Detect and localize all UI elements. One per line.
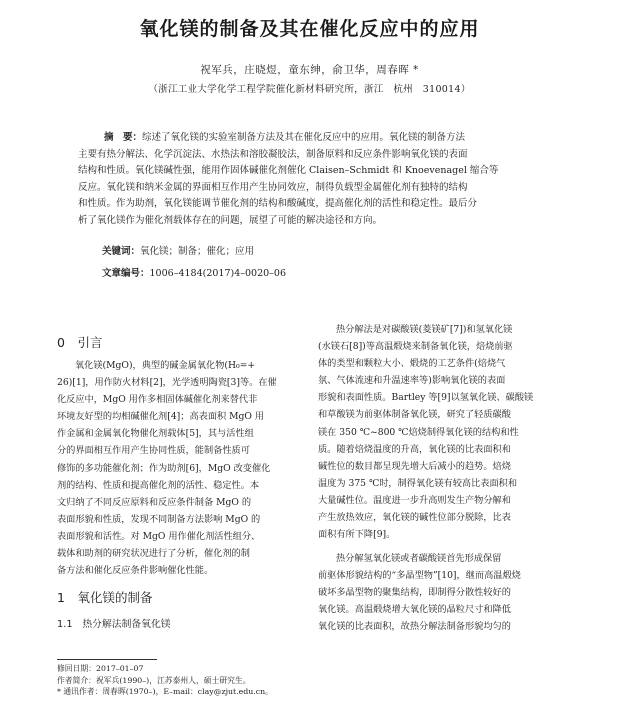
body-text-line: 形貌和表面性质。Bartley 等[9]以氢氧化镁、碳酸镁: [318, 392, 534, 404]
paper-title: 氧化镁的制备及其在催化反应中的应用: [139, 18, 480, 40]
body-text-line: 修饰的多功能催化剂；作为助剂[6]，MgO 改变催化: [57, 462, 271, 474]
body-text-line: 文归纳了不同反应原料和反应条件制备 MgO 的: [57, 496, 252, 508]
affiliation: （浙江工业大学化学工程学院催化新材料研究所，浙江 杭州 310014）: [148, 84, 471, 95]
footnote-author-bio: 作者简介：祝军兵(1990–)，江苏泰州人，硕士研究生。: [57, 675, 251, 685]
body-text-line: 26)[1]，用作防火材料[2]，光学透明陶瓷[3]等。在催: [57, 377, 277, 389]
body-text-line: 氧化镁(MgO)，典型的碱金属氧化物(H₀=+: [75, 360, 256, 371]
body-text-line: 热分解氢氧化镁或者碳酸镁首先形成保留: [336, 553, 502, 564]
abstract-label: 摘 要：: [104, 132, 143, 143]
footnotes: [57, 663, 273, 698]
right-column-text: [318, 321, 561, 543]
abstract-line: 反应。氧化镁和纳米金属的界面相互作用产生协同效应，制得负载型金属催化剂有独特的结构: [78, 181, 468, 193]
body-text-line: 分的界面相互作用产生协同性质，能制备性质可: [57, 445, 250, 457]
body-text-line: 碱性位的数目都呈现先增大后减小的趋势。焙烧: [318, 460, 511, 472]
author-list: 祝军兵，庄晓煜，童东绅，俞卫华，周春晖 *: [200, 64, 419, 76]
abstract: [78, 130, 544, 230]
body-text-line: 作金属和金属氧化物催化剂载体[5]，其与活性组: [57, 428, 254, 440]
abstract-line: 主要有热分解法、化学沉淀法、水热法和溶胶凝胶法，制备原料和反应条件影响氧化镁的表面: [78, 148, 468, 160]
body-text-line: 面积有所下降[9]。: [318, 529, 396, 541]
article-number-label: 文章编号：: [102, 268, 150, 279]
body-text-line: 表面形貌和活性。对 MgO 用作催化剂活性组分、: [57, 530, 261, 542]
footnote-corresponding-author: * 通讯作者：周春晖(1970–)，E–mail：clay@zjut.edu.cn。: [57, 687, 273, 696]
body-text-line: 表面形貌和性质，发现不同制备方法影响 MgO 的: [57, 513, 261, 525]
section-heading-preparation: 1 氧化镁的制备: [57, 590, 153, 605]
body-text-line: (水镁石[8])等高温煅烧来制备氧化镁，焙烧前驱: [318, 341, 513, 353]
subsection-heading-thermal: 1.1 热分解法制备氧化镁: [57, 619, 171, 630]
body-text-line: 氛、气体流速和升温速率等)影响氧化镁的表面: [318, 375, 506, 387]
abstract-line: 结构和性质。氧化镁碱性强，能用作固体碱催化剂催化 Claisen–Schmidt 和 Knoevenagel 缩合等: [78, 165, 499, 177]
body-text-line: 镁在 350 ℃~800 ℃焙烧制得氧化镁的结构和性: [318, 426, 519, 438]
abstract-line: 和性质。作为助剂，氧化镁能调节催化剂的结构和酸碱度，提高催化剂的活性和稳定性。最后分: [78, 198, 478, 210]
abstract-line: 综述了氧化镁的实验室制备方法及其在催化反应中的应用。氧化镁的制备方法: [142, 132, 466, 143]
section-heading-intro: 0 引言: [57, 335, 103, 350]
body-text-line: 剂的结构、性质和提高催化剂的活性、稳定性。本: [57, 479, 260, 491]
body-text-line: 体的类型和颗粒大小、煅烧的工艺条件(焙烧气: [318, 358, 506, 370]
body-text-line: 大量碱性位。温度进一步升高则发生产物分解和: [318, 494, 511, 506]
body-text-line: 氧化镁。高温煅烧增大氧化镁的晶粒尺寸和降低: [318, 604, 511, 616]
body-text-line: 和草酸镁为前驱体制备氧化镁，研究了轻质碳酸: [318, 409, 511, 421]
body-text-line: 载体和助剂的研究状况进行了分析，催化剂的制: [57, 548, 250, 560]
footnote-revised-date: 修回日期：2017–01–07: [57, 664, 144, 673]
body-text-line: 环境友好型的均相碱催化剂[4]；高表面积 MgO 用: [57, 411, 265, 423]
body-text-line: 化反应中，MgO 用作多相固体碱催化剂来替代非: [57, 394, 258, 406]
body-text-line: 产生放热效应，氧化镁的碱性位部分脱除，比表: [318, 512, 511, 524]
body-text-line: 温度为 375 ℃时，制得氧化镁有较高比表面积和: [318, 477, 518, 489]
left-column-text: [57, 357, 300, 579]
right-column-text-continued: [318, 550, 561, 635]
body-text-line: 氧化镁的比表面积，故热分解法制备形貌均匀的: [318, 621, 511, 633]
keywords-label: 关键词：: [102, 246, 141, 257]
article-number-value: 1006–4184(2017)4–0020–06: [149, 268, 287, 279]
body-text-line: 质。随着焙烧温度的升高，氧化镁的比表面积和: [318, 443, 511, 455]
keywords: [102, 243, 254, 257]
article-number: [102, 265, 286, 279]
body-text-line: 前驱体形貌结构的“多晶型物”[10]，继而高温煅烧: [318, 570, 521, 582]
footnote-rule: [57, 659, 157, 660]
body-text-line: 热分解法是对碳酸镁(菱镁矿[7])和氢氧化镁: [336, 324, 513, 335]
keywords-value: 氧化镁；制备；催化；应用: [140, 246, 255, 257]
body-text-line: 破坏多晶型物的聚集结构，即制得分散性较好的: [318, 587, 511, 599]
body-text-line: 备方法和催化反应条件影响催化性能。: [57, 565, 214, 577]
abstract-line: 析了氧化镁作为催化剂载体存在的问题，展望了可能的解决途径和方向。: [78, 214, 383, 226]
